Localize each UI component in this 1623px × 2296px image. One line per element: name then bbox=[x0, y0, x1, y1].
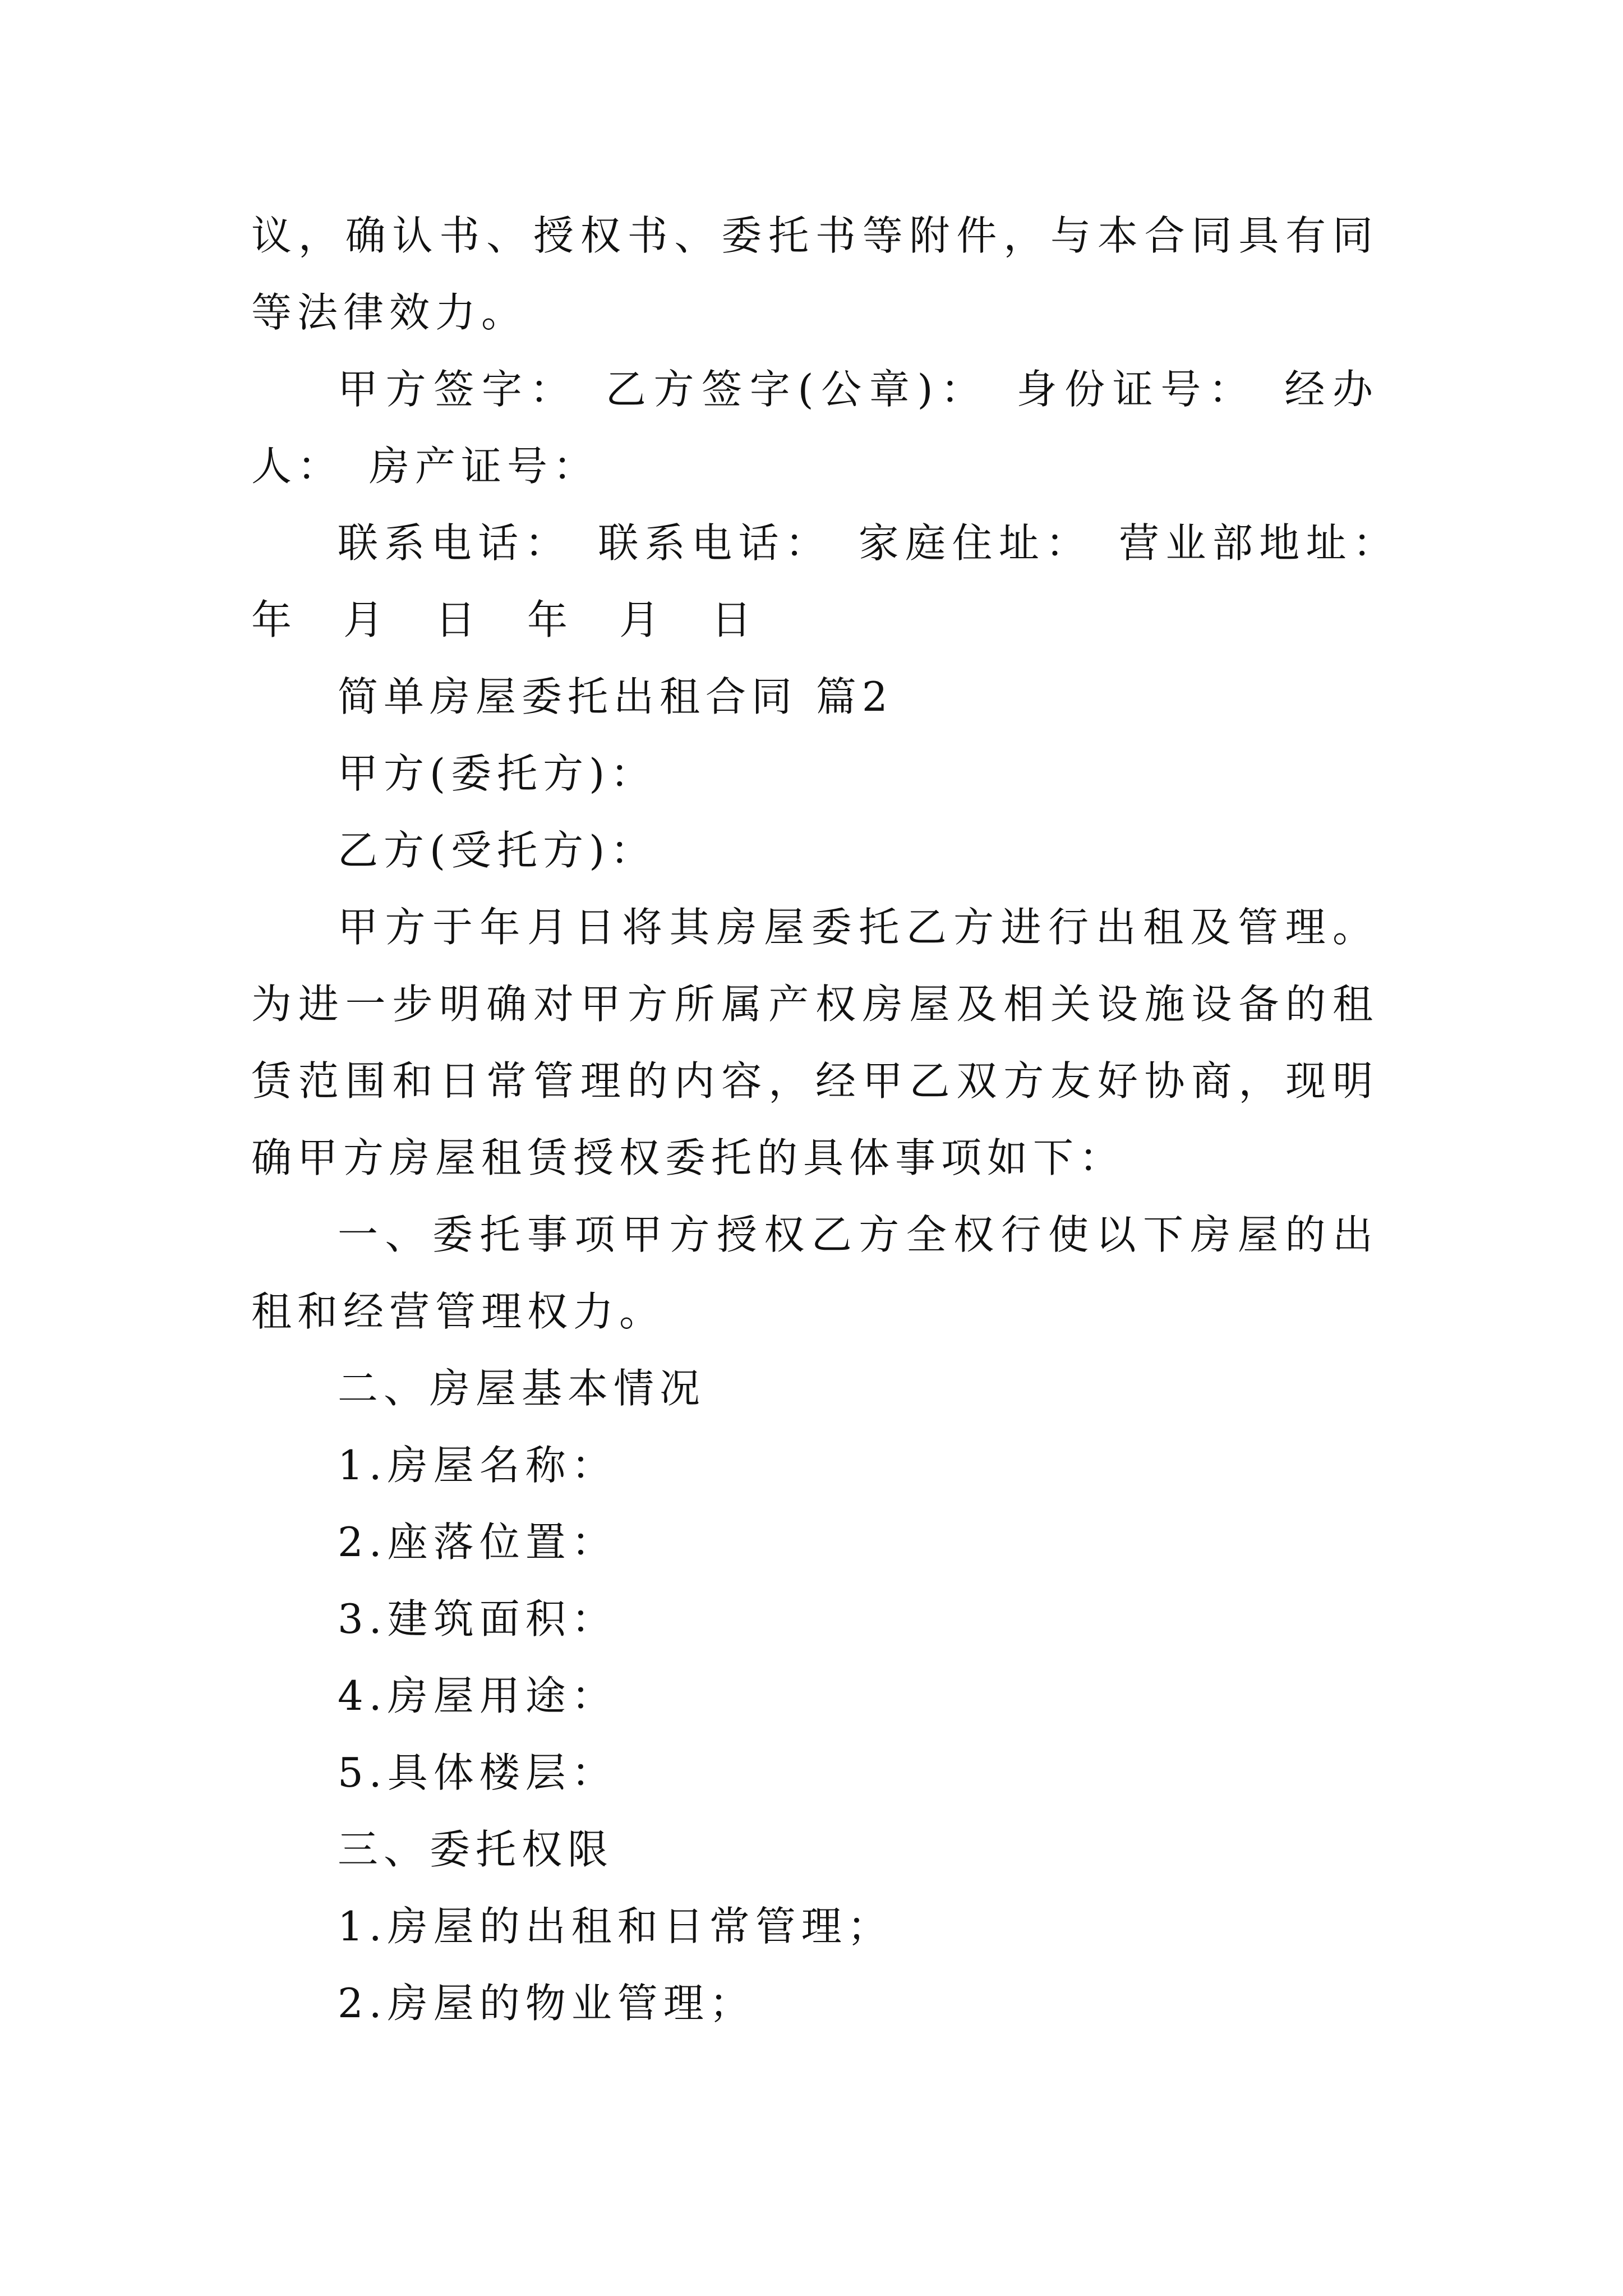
list-item: 2.座落位置： bbox=[338, 1519, 617, 1566]
list-item: 5.具体楼层： bbox=[338, 1749, 617, 1796]
list-item: 4.房屋用途： bbox=[338, 1672, 617, 1719]
clause-2-heading: 二、房屋基本情况 bbox=[338, 1365, 706, 1412]
paragraph-continuation: 议，确认书、授权书、委托书等附件，与本合同具有同等法律效力。 bbox=[251, 212, 1378, 336]
party-b-line: 乙方(受托方)： bbox=[338, 827, 657, 874]
clause-1: 一、委托事项甲方授权乙方全权行使以下房屋的出租和经营管理权力。 bbox=[251, 1211, 1378, 1335]
section-title: 简单房屋委托出租合同 篇2 bbox=[338, 673, 893, 720]
clause-3-heading: 三、委托权限 bbox=[338, 1826, 614, 1873]
list-item: 1.房屋名称： bbox=[338, 1442, 617, 1489]
list-item: 1.房屋的出租和日常管理； bbox=[338, 1903, 893, 1950]
document-body bbox=[251, 197, 1425, 2042]
paragraph-contacts: 联系电话： 联系电话： 家庭住址： 营业部地址： 年 月 日 年 月 日 bbox=[251, 519, 1425, 643]
party-a-line: 甲方(委托方)： bbox=[338, 750, 657, 797]
paragraph-intro: 甲方于年月日将其房屋委托乙方进行出租及管理。为进一步明确对甲方所属产权房屋及相关设施设备的租赁范围和日常管理的内容，经甲乙双方友好协商，现明确甲方房屋租赁授权委托的具体事项如下： bbox=[251, 904, 1378, 1181]
list-item: 2.房屋的物业管理； bbox=[338, 1980, 755, 2027]
list-item: 3.建筑面积： bbox=[338, 1595, 617, 1642]
paragraph-signatures: 甲方签字： 乙方签字(公章)： 身份证号： 经办人： 房产证号： bbox=[251, 366, 1378, 490]
